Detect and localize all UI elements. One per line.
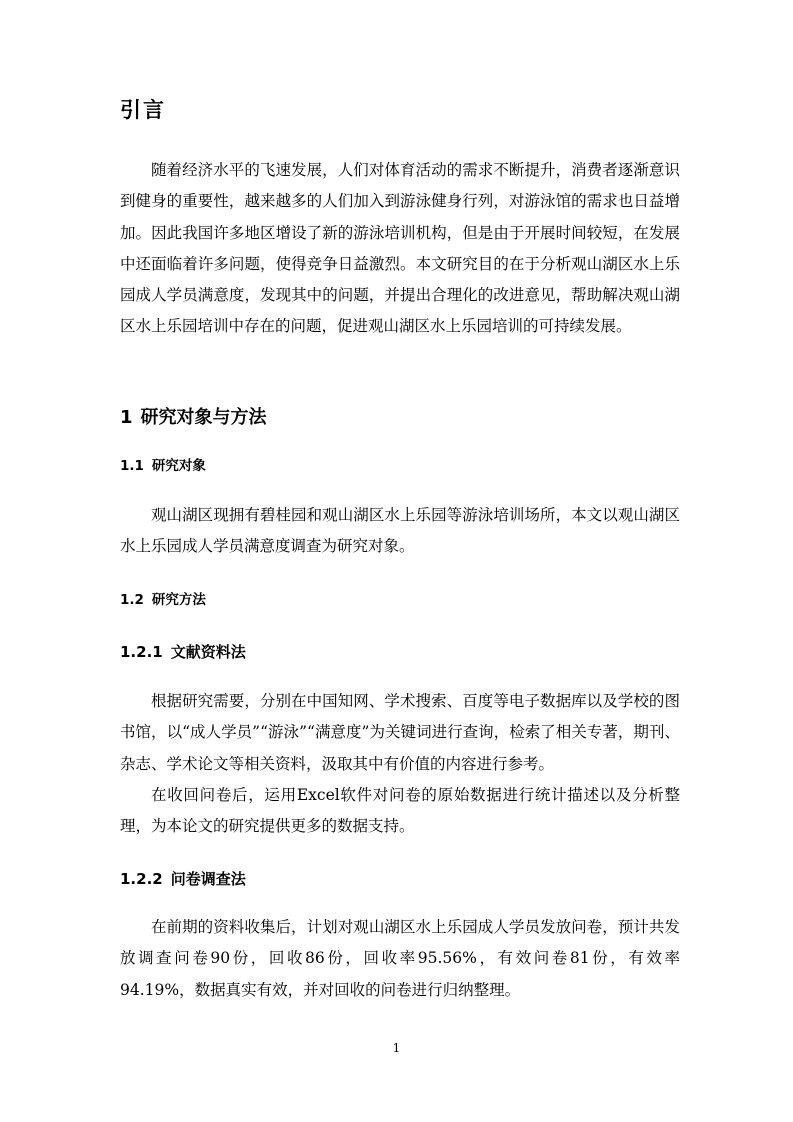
- intro-heading: 引言: [120, 98, 166, 122]
- section-1-number: 1: [120, 407, 133, 428]
- section-1-2-1-heading: [120, 641, 246, 663]
- intro-paragraph: 随着经济水平的飞速发展，人们对体育活动的需求不断提升，消费者逐渐意识到健身的重要性，越来越多的人们加入到游泳健身行列，对游泳馆的需求也日益增加。因此我国许多地区增设了新的游泳培训机构，但是由于开展时间较短，在发展中还面临着许多问题，使得竞争日益激烈。本文研究目的在于分析观山湖区水上乐园成人学员满意度，发现其中的问题，并提出合理化的改进意见，帮助解决观山湖区水上乐园培训中存在的问题，促进观山湖区水上乐园培训的可持续发展。: [120, 161, 680, 336]
- section-1-2-1-number: 1.2.1: [120, 643, 163, 661]
- section-1-2-heading: [120, 590, 206, 610]
- section-1-2-1-title: 文献资料法: [170, 643, 246, 661]
- section-1-2-number: 1.2: [120, 592, 144, 608]
- section-1-1-heading: [120, 456, 206, 476]
- section-1-2-2-number: 1.2.2: [120, 870, 163, 888]
- section-1-1-title: 研究对象: [151, 458, 206, 474]
- section-1-2-title: 研究方法: [151, 592, 206, 608]
- section-1-heading: [120, 405, 267, 431]
- section-1-1-paragraph: 观山湖区现拥有碧桂园和观山湖区水上乐园等游泳培训场所，本文以观山湖区水上乐园成人学员满意度调查为研究对象。: [120, 506, 680, 556]
- section-1-2-2-paragraph: 在前期的资料收集后，计划对观山湖区水上乐园成人学员发放问卷，预计共发放调查问卷90份，回收86份，回收率95.56%，有效问卷81份，有效率94.19%，数据真实有效，并对回收的问卷进行归纳整理。: [120, 918, 680, 999]
- section-1-1-number: 1.1: [120, 458, 144, 474]
- section-1-2-2-heading: [120, 868, 246, 890]
- section-1-title: 研究对象与方法: [140, 407, 267, 428]
- section-1-2-2-title: 问卷调查法: [170, 870, 246, 888]
- section-1-2-1-paragraph-2: 在收回问卷后，运用Excel软件对问卷的原始数据进行统计描述以及分析整理，为本论文的研究提供更多的数据支持。: [120, 786, 680, 836]
- page-number: 1: [392, 1041, 401, 1055]
- section-1-2-1-paragraph-1: 根据研究需要，分别在中国知网、学术搜索、百度等电子数据库以及学校的图书馆，以“成人学员”“游泳”“满意度”为关键词进行查询，检索了相关专著，期刊、杂志、学术论文等相关资料，汲取其中有价值的内容进行参考。: [120, 692, 680, 773]
